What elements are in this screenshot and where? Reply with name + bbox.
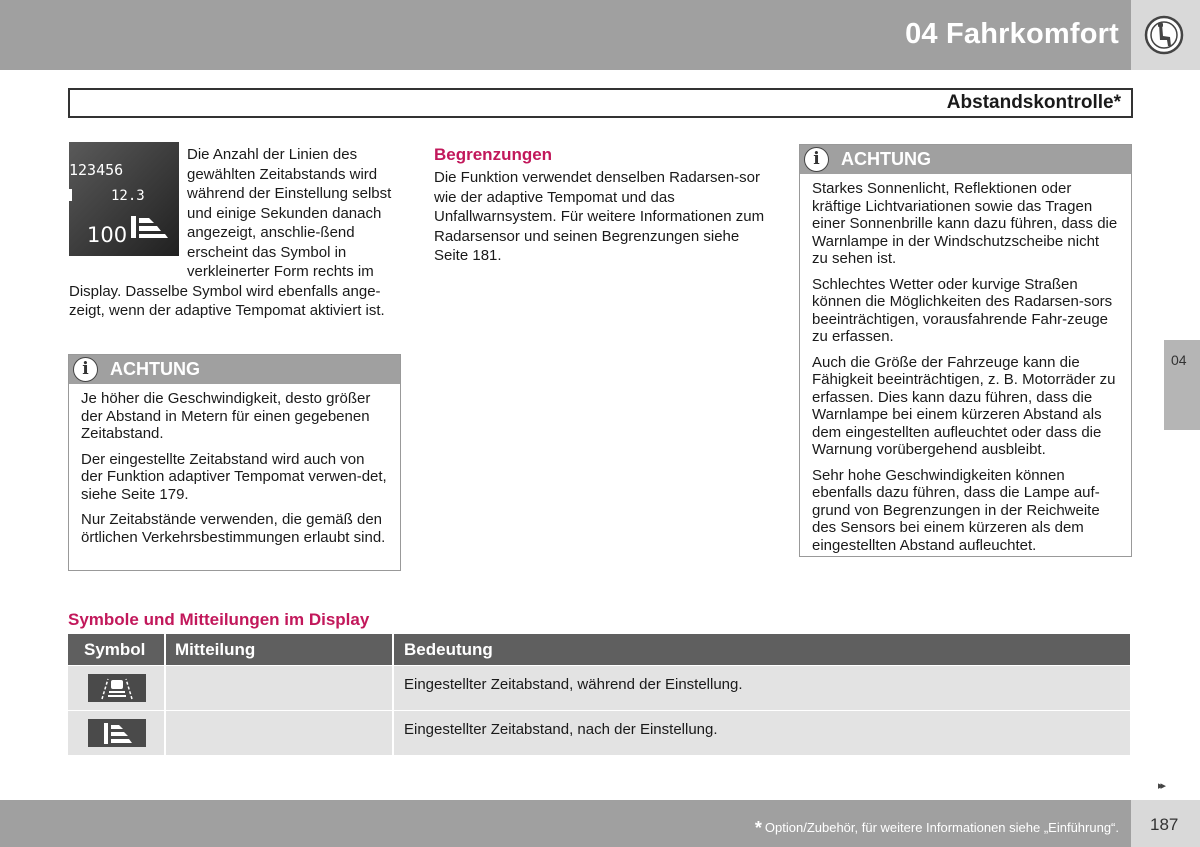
warning-paragraph: Je höher die Geschwindigkeit, desto größer der Abstand in Metern für einen gegebenen Zeitabstand. <box>81 390 371 442</box>
trip-reading: 12.3 <box>111 188 145 204</box>
limits-paragraph: Die Funktion verwendet denselben Radarsen-sor wie der adaptive Tempomat und das Unfallwarnsystem. Für weitere Informationen zum Radarsensor und seinen Begrenzungen siehe Seite 181. <box>434 169 765 264</box>
info-icon: i <box>73 357 98 382</box>
column-header-message: Mitteilung <box>175 640 256 659</box>
speed-reading: 100 <box>87 223 128 247</box>
warning-body <box>69 384 400 554</box>
trip-marker <box>69 189 72 201</box>
warning-paragraph: Der eingestellte Zeitabstand wird auch von der Funktion adaptiver Tempomat verwen-det, siehe Seite 179. <box>81 450 387 503</box>
column-header-meaning: Bedeutung <box>404 640 493 659</box>
warning-title: ACHTUNG <box>110 359 200 379</box>
side-tab-label: 04 <box>1171 352 1187 368</box>
section-title: Abstandskontrolle* <box>946 92 1121 113</box>
footnote-text: Option/Zubehör, für weitere Informationen siehe „Einführung“. <box>764 820 1119 835</box>
warning-paragraph: Auch die Größe der Fahrzeuge kann die Fähigkeit beeinträchtigen, z. B. Motorräder zu erfassen. Dies kann dazu führen, dass die Warnlampe bei einem kürzeren Abstand als dem eingestellten aufleuchtet oder dass die Warnung vorübergehend ausbleibt. <box>812 353 1116 458</box>
warning-title: ACHTUNG <box>841 149 931 169</box>
chapter-title: 04 Fahrkomfort <box>905 18 1119 50</box>
chapter-header <box>0 0 1131 70</box>
page-number-box <box>1131 800 1200 847</box>
seat-icon <box>1144 15 1184 55</box>
chapter-icon-box <box>1131 0 1200 70</box>
table-header-row <box>68 634 1130 665</box>
warning-box-sensor <box>799 144 1132 557</box>
table-row <box>68 666 1130 710</box>
info-icon: i <box>804 147 829 172</box>
distance-setting-set-icon <box>88 719 146 747</box>
row-meaning: Eingestellter Zeitabstand, nach der Einstellung. <box>404 721 718 738</box>
warning-paragraph: Starkes Sonnenlicht, Reflektionen oder kräftige Lichtvariationen sowie das Tragen einer Sonnenbrille kann dazu führen, dass die Warnlampe in der Windschutzscheibe nicht zu sehen ist. <box>812 180 1118 267</box>
intro-text: Die Anzahl der Linien des gewählten Zeitabstands wird während der Einstellung selbst und einige Sekunden danach angezeigt, anschlie-ßend erscheint das Symbol in verkleinerter Form rechts im Display. Dasselbe Symbol wird ebenfalls ange-zeigt, wenn der adaptive Tempomat aktiviert ist. <box>69 146 392 319</box>
warning-header <box>800 145 1131 174</box>
row-meaning: Eingestellter Zeitabstand, während der Einstellung. <box>404 676 743 693</box>
warning-box-distance <box>68 354 401 571</box>
section-title-bar <box>68 88 1133 118</box>
table-row <box>68 711 1130 755</box>
chapter-side-tab[interactable] <box>1164 340 1200 430</box>
warning-paragraph: Sehr hohe Geschwindigkeiten können ebenfalls dazu führen, dass die Lampe auf-grund von Begrenzungen in der Reichweite des Sensors bei einem kürzeren als dem eingestellten Abstand aufleuchtet. <box>812 466 1100 554</box>
warning-paragraph: Nur Zeitabstände verwenden, die gemäß den örtlichen Verkehrsbestimmungen erlaubt sind. <box>81 511 386 546</box>
limits-heading: Begrenzungen <box>434 145 553 164</box>
warning-body <box>800 174 1131 562</box>
instrument-display-graphic <box>69 142 179 256</box>
warning-header <box>69 355 400 384</box>
continue-arrows-icon: ▸▸ <box>1158 780 1164 792</box>
distance-setting-active-icon <box>88 674 146 702</box>
table-heading: Symbole und Mitteilungen im Display <box>68 610 370 629</box>
warning-paragraph: Schlechtes Wetter oder kurvige Straßen können die Möglichkeiten des Radarsen-sors beeinträchtigen, vorausfahrende Fahr-zeuge zu erfassen. <box>812 275 1113 345</box>
footnote <box>755 818 1119 839</box>
column-header-symbol: Symbol <box>84 640 146 659</box>
symbols-table <box>68 634 1130 755</box>
page-footer <box>0 800 1131 847</box>
odometer-reading: 123456 <box>69 161 124 179</box>
footnote-star: * <box>754 818 762 838</box>
page-number: 187 <box>1150 815 1179 834</box>
